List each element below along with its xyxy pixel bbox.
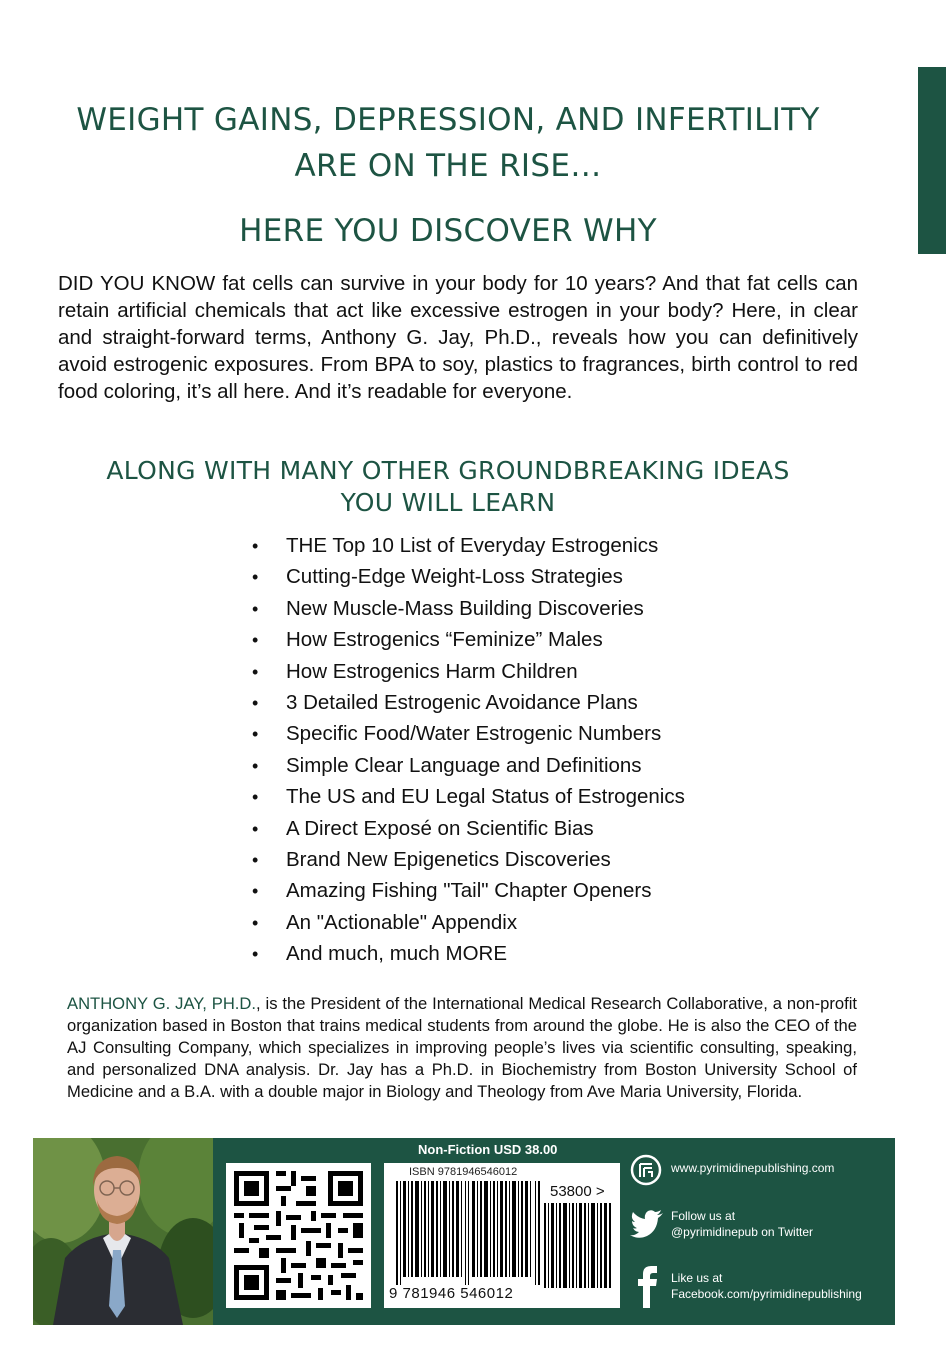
list-item [252,938,685,969]
author-name: ANTHONY G. JAY, PH.D. [67,994,257,1013]
list-item [252,530,685,561]
list-item [252,718,685,749]
list-item [252,875,685,906]
spine-color-tab [918,67,946,254]
twitter-handle[interactable]: @pyrimidinepub on Twitter [671,1225,814,1239]
qr-code[interactable] [226,1163,371,1308]
list-item [252,656,685,687]
bullet-icon: • [252,598,259,619]
list-item-text: How Estrogenics “Feminize” Males [286,628,603,652]
price-barcode-bars [544,1203,612,1288]
footer-band [33,1138,895,1325]
bullet-icon: • [252,630,259,651]
headline-line-1: WEIGHT GAINS, DEPRESSION, AND INFERTILITY [76,102,820,138]
learn-heading-line-2: YOU WILL LEARN [340,488,556,517]
bullet-icon: • [252,567,259,588]
author-portrait [33,1138,213,1325]
bullet-icon: • [252,787,259,808]
list-item-text: 3 Detailed Estrogenic Avoidance Plans [286,690,638,714]
isbn-label: ISBN 9781946546012 [409,1166,518,1178]
list-item [252,907,685,938]
list-item-text: The US and EU Legal Status of Estrogenics [286,785,685,809]
twitter-contact[interactable] [671,1208,813,1240]
bullet-icon: • [252,692,259,713]
learn-heading-line-1: ALONG WITH MANY OTHER GROUNDBREAKING IDEAS [106,456,790,485]
list-item [252,624,685,655]
facebook-contact[interactable] [671,1270,862,1302]
list-item-text: Cutting-Edge Weight-Loss Strategies [286,565,623,589]
isbn-barcode [384,1163,620,1308]
list-item [252,593,685,624]
list-item-text: THE Top 10 List of Everyday Estrogenics [286,534,659,557]
facebook-icon [637,1264,659,1308]
bullet-icon: • [252,818,259,839]
intro-paragraph: DID YOU KNOW fat cells can survive in your body for 10 years? And that fat cells can retain artificial chemicals that act like excessive estrogen in your body? Here, in clear and straight-forward terms, Anthony G. Jay, Ph.D., reveals how you can definitively avoid estrogenic exposures. From BPA to soy, plastics to fragrances, birth control to red food coloring, it’s all here. And it’s readable for everyone. [58,272,858,403]
facebook-link[interactable]: Facebook.com/pyrimidinepublishing [671,1287,862,1301]
facebook-line-1: Like us at [671,1271,723,1285]
list-item [252,750,685,781]
qr-code-graphic [226,1163,371,1308]
list-item-text: A Direct Exposé on Scientific Bias [286,816,594,840]
list-item-text: How Estrogenics Harm Children [286,659,578,683]
list-item [252,561,685,592]
isbn-digits: 9 781946 546012 [389,1285,514,1302]
bullet-icon: • [252,849,259,870]
bullet-icon: • [252,944,259,965]
price-code: 53800 > [550,1183,605,1200]
list-item-text: New Muscle-Mass Building Discoveries [286,596,644,620]
list-item [252,813,685,844]
list-item-text: Amazing Fishing "Tail" Chapter Openers [286,879,652,903]
twitter-line-1: Follow us at [671,1209,736,1223]
bullet-icon: • [252,661,259,682]
bullet-icon: • [252,912,259,933]
list-item [252,844,685,875]
list-item-text: An "Actionable" Appendix [286,910,518,934]
category-price-label: Non-Fiction USD 38.00 [418,1142,558,1157]
twitter-bird-icon [630,1210,664,1238]
bullet-icon: • [252,536,259,556]
bullet-icon: • [252,724,259,745]
author-photo [33,1138,213,1325]
subheadline: HERE YOU DISCOVER WHY [239,213,657,249]
learn-list [252,530,685,969]
publisher-website[interactable] [671,1160,834,1176]
author-bio [67,993,857,1103]
author-bio-text: , is the President of the International Medical Research Collaborative, a non-profit organization based in Boston that trains medical students from around the globe. He is also the CEO of the AJ Consulting Company, which specializes in improving people’s lives via scientific consulting, speaking, and personalized DNA analysis. Dr. Jay has a Ph.D. in Biochemistry from Boston University School of Medicine and a B.A. with a double major in Biology and Theology from Ave Maria University, Florida. [67,994,858,1101]
headline-line-2: ARE ON THE RISE… [294,148,602,184]
list-item-text: Simple Clear Language and Definitions [286,753,642,777]
website-link[interactable]: www.pyrimidinepublishing.com [671,1161,835,1175]
list-item-text: Brand New Epigenetics Discoveries [286,847,611,871]
ean-barcode-bars [396,1181,541,1285]
publisher-logo-icon [630,1154,662,1186]
list-item-text: Specific Food/Water Estrogenic Numbers [286,722,662,746]
bullet-icon: • [252,755,259,776]
list-item [252,687,685,718]
list-item-text: And much, much MORE [286,942,508,966]
list-item [252,781,685,812]
bullet-icon: • [252,881,259,902]
